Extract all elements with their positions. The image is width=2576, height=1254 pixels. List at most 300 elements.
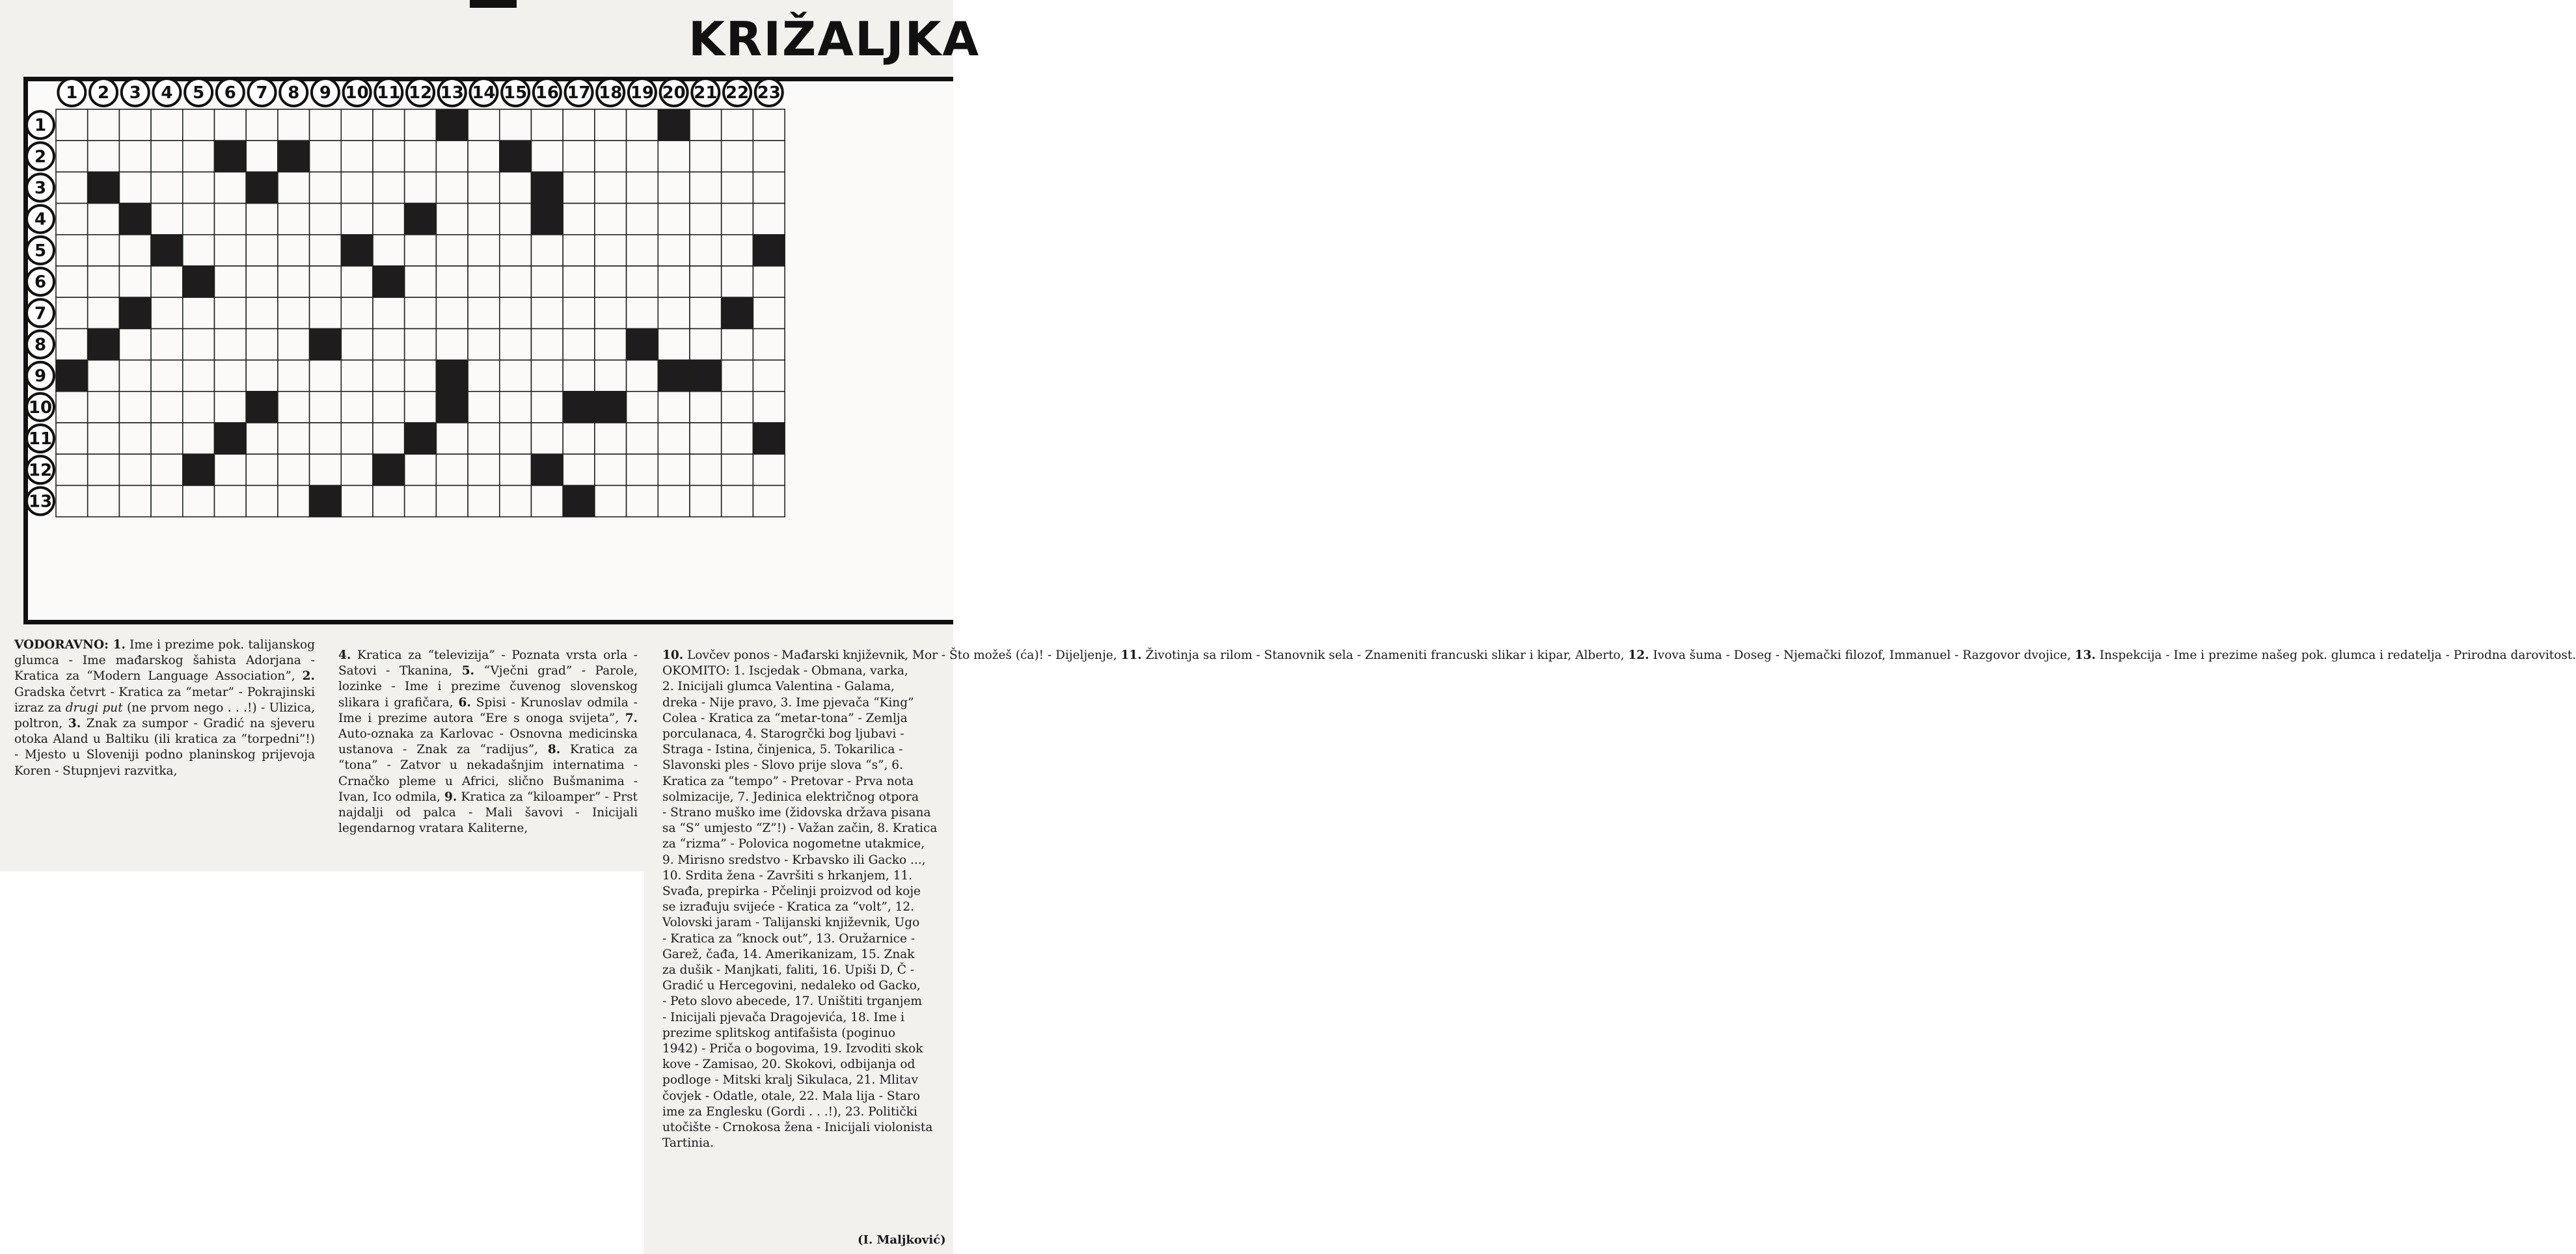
clue-text: “Vječni grad” - Parole, lozinke - Ime i prezime čuvenog slovenskog slikara i grafičara, <box>338 664 638 710</box>
crossword-cell[interactable] <box>532 235 563 266</box>
crossword-cell[interactable] <box>341 297 373 328</box>
crossword-cell[interactable] <box>722 235 753 266</box>
row-number-label: 13 <box>28 492 53 512</box>
crossword-cell[interactable] <box>627 360 658 392</box>
crossword-cell[interactable] <box>405 392 437 423</box>
crossword-cell[interactable] <box>56 172 88 203</box>
crossword-cell[interactable] <box>690 297 722 328</box>
crossword-cell[interactable] <box>246 423 278 454</box>
crossword-cell[interactable] <box>278 109 310 140</box>
crossword-cell[interactable] <box>151 297 183 328</box>
clue-number: 4. <box>338 648 351 662</box>
column-number <box>502 79 529 106</box>
crossword-cell[interactable] <box>690 204 722 235</box>
crossword-cell[interactable] <box>658 485 690 516</box>
crossword-cell[interactable] <box>215 360 247 392</box>
crossword-cell[interactable] <box>532 485 563 516</box>
crossword-cell[interactable] <box>246 235 278 266</box>
crossword-cell[interactable] <box>215 172 247 203</box>
crossword-cell[interactable] <box>56 140 88 172</box>
crossword-cell[interactable] <box>151 172 183 203</box>
crossword-cell[interactable] <box>183 140 215 172</box>
crossword-cell[interactable] <box>627 172 658 203</box>
crossword-cell[interactable] <box>119 454 151 485</box>
crossword-cell[interactable] <box>56 392 88 423</box>
crossword-cell[interactable] <box>753 328 785 360</box>
crossword-cell[interactable] <box>278 204 310 235</box>
crossword-cell[interactable] <box>500 297 532 328</box>
crossword-cell[interactable] <box>722 140 753 172</box>
crossword-cell[interactable] <box>310 360 342 392</box>
crossword-cell[interactable] <box>436 140 468 172</box>
vertical-clue-line: za “rizma” - Polovica nogometne utakmice, <box>662 837 925 851</box>
crossword-cell[interactable] <box>563 360 595 392</box>
crossword-grid[interactable] <box>23 77 953 624</box>
crossword-cell[interactable] <box>373 140 405 172</box>
crossword-cell[interactable] <box>532 360 563 392</box>
crossword-cell[interactable] <box>246 109 278 140</box>
crossword-cell[interactable] <box>215 235 247 266</box>
crossword-cell[interactable] <box>310 266 342 297</box>
crossword-cell[interactable] <box>151 423 183 454</box>
crossword-cell[interactable] <box>215 109 247 140</box>
crossword-cell[interactable] <box>405 454 437 485</box>
crossword-cell[interactable] <box>690 328 722 360</box>
crossword-cell[interactable] <box>88 140 120 172</box>
column-number <box>312 79 339 106</box>
column-number <box>249 79 276 106</box>
crossword-cell[interactable] <box>88 204 120 235</box>
crossword-cell[interactable] <box>151 454 183 485</box>
crossword-cell[interactable] <box>56 109 88 140</box>
crossword-cell[interactable] <box>183 485 215 516</box>
crossword-cell[interactable] <box>119 109 151 140</box>
crossword-cell[interactable] <box>595 140 627 172</box>
crossword-cell[interactable] <box>373 485 405 516</box>
crossword-cell[interactable] <box>56 485 88 516</box>
crossword-cell[interactable] <box>658 266 690 297</box>
crossword-cell[interactable] <box>436 172 468 203</box>
crossword-cell[interactable] <box>563 140 595 172</box>
crossword-cell[interactable] <box>500 204 532 235</box>
crossword-cell[interactable] <box>405 109 437 140</box>
crossword-cell[interactable] <box>119 235 151 266</box>
crossword-cell[interactable] <box>500 454 532 485</box>
crossword-cell[interactable] <box>436 423 468 454</box>
crossword-cell[interactable] <box>595 266 627 297</box>
crossword-cell[interactable] <box>88 423 120 454</box>
column-number-label: 23 <box>757 83 781 103</box>
black-cell <box>500 140 532 172</box>
crossword-cell[interactable] <box>88 109 120 140</box>
crossword-cell[interactable] <box>563 266 595 297</box>
crossword-cell[interactable] <box>56 235 88 266</box>
crossword-cell[interactable] <box>436 328 468 360</box>
crossword-cell[interactable] <box>563 172 595 203</box>
crossword-cell[interactable] <box>722 328 753 360</box>
crossword-cell[interactable] <box>341 328 373 360</box>
crossword-cell[interactable] <box>183 204 215 235</box>
crossword-cell[interactable] <box>595 328 627 360</box>
crossword-cell[interactable] <box>532 392 563 423</box>
crossword-cell[interactable] <box>310 140 342 172</box>
crossword-cell[interactable] <box>468 235 500 266</box>
crossword-cell[interactable] <box>151 485 183 516</box>
crossword-cell[interactable] <box>436 297 468 328</box>
crossword-cell[interactable] <box>119 360 151 392</box>
crossword-cell[interactable] <box>405 485 437 516</box>
crossword-cell[interactable] <box>373 204 405 235</box>
crossword-cell[interactable] <box>119 485 151 516</box>
crossword-cell[interactable] <box>563 454 595 485</box>
crossword-cell[interactable] <box>690 172 722 203</box>
crossword-cell[interactable] <box>658 235 690 266</box>
crossword-cell[interactable] <box>690 266 722 297</box>
crossword-cell[interactable] <box>56 266 88 297</box>
crossword-cell[interactable] <box>722 204 753 235</box>
crossword-cell[interactable] <box>215 328 247 360</box>
crossword-cell[interactable] <box>468 485 500 516</box>
crossword-cell[interactable] <box>278 266 310 297</box>
crossword-cell[interactable] <box>595 109 627 140</box>
crossword-cell[interactable] <box>373 328 405 360</box>
crossword-cell[interactable] <box>215 266 247 297</box>
crossword-cell[interactable] <box>405 172 437 203</box>
column-number <box>58 79 85 106</box>
crossword-cell[interactable] <box>563 204 595 235</box>
crossword-cell[interactable] <box>658 454 690 485</box>
crossword-cell[interactable] <box>310 392 342 423</box>
crossword-cell[interactable] <box>468 392 500 423</box>
crossword-cell[interactable] <box>278 485 310 516</box>
crossword-cell[interactable] <box>753 204 785 235</box>
crossword-cell[interactable] <box>246 485 278 516</box>
crossword-cell[interactable] <box>373 423 405 454</box>
crossword-cell[interactable] <box>753 297 785 328</box>
crossword-cell[interactable] <box>595 235 627 266</box>
crossword-cell[interactable] <box>88 297 120 328</box>
crossword-cell[interactable] <box>753 140 785 172</box>
crossword-cell[interactable] <box>500 328 532 360</box>
vertical-clue-line: 2. Inicijali glumca Valentina - Galama, <box>662 680 895 694</box>
column-number-label: 21 <box>694 83 718 103</box>
crossword-cell[interactable] <box>658 392 690 423</box>
crossword-cell[interactable] <box>595 360 627 392</box>
crossword-cell[interactable] <box>468 204 500 235</box>
crossword-cell[interactable] <box>246 328 278 360</box>
crossword-cell[interactable] <box>278 423 310 454</box>
crossword-cell[interactable] <box>341 423 373 454</box>
crossword-cell[interactable] <box>246 297 278 328</box>
crossword-cell[interactable] <box>278 360 310 392</box>
crossword-cell[interactable] <box>753 172 785 203</box>
clue-number: 9. <box>444 790 457 804</box>
crossword-cell[interactable] <box>341 172 373 203</box>
vertical-clue-line: - Peto slovo abecede, 17. Uništiti trganjem <box>662 994 922 1009</box>
crossword-cell[interactable] <box>532 266 563 297</box>
crossword-cell[interactable] <box>119 266 151 297</box>
crossword-cell[interactable] <box>310 423 342 454</box>
crossword-cell[interactable] <box>753 360 785 392</box>
column-number <box>597 79 624 106</box>
crossword-cell[interactable] <box>215 485 247 516</box>
crossword-cell[interactable] <box>500 360 532 392</box>
crossword-cell[interactable] <box>183 423 215 454</box>
crossword-cell[interactable] <box>468 454 500 485</box>
vertical-clue-line: čovjek - Odatle, otale, 22. Mala lija - Staro <box>662 1089 921 1103</box>
crossword-cell[interactable] <box>341 204 373 235</box>
crossword-cell[interactable] <box>183 235 215 266</box>
crossword-cell[interactable] <box>373 297 405 328</box>
crossword-cell[interactable] <box>56 297 88 328</box>
crossword-cell[interactable] <box>500 109 532 140</box>
crossword-cell[interactable] <box>627 454 658 485</box>
crossword-cell[interactable] <box>595 454 627 485</box>
crossword-cell[interactable] <box>246 140 278 172</box>
crossword-cell[interactable] <box>595 204 627 235</box>
crossword-cell[interactable] <box>690 392 722 423</box>
crossword-cell[interactable] <box>119 140 151 172</box>
crossword-cell[interactable] <box>436 204 468 235</box>
crossword-cell[interactable] <box>690 454 722 485</box>
crossword-cell[interactable] <box>658 297 690 328</box>
crossword-cell[interactable] <box>722 454 753 485</box>
crossword-cell[interactable] <box>500 392 532 423</box>
crossword-cell[interactable] <box>500 172 532 203</box>
crossword-cell[interactable] <box>183 109 215 140</box>
crossword-cell[interactable] <box>88 392 120 423</box>
crossword-cell[interactable] <box>56 454 88 485</box>
crossword-cell[interactable] <box>722 485 753 516</box>
crossword-cell[interactable] <box>627 140 658 172</box>
crossword-cell[interactable] <box>500 235 532 266</box>
crossword-cell[interactable] <box>690 423 722 454</box>
crossword-cell[interactable] <box>373 109 405 140</box>
crossword-cell[interactable] <box>310 297 342 328</box>
crossword-cell[interactable] <box>278 454 310 485</box>
crossword-cell[interactable] <box>278 328 310 360</box>
crossword-cell[interactable] <box>500 485 532 516</box>
crossword-cell[interactable] <box>595 172 627 203</box>
crossword-cell[interactable] <box>341 140 373 172</box>
crossword-cell[interactable] <box>563 297 595 328</box>
crossword-cell[interactable] <box>88 266 120 297</box>
crossword-cell[interactable] <box>753 266 785 297</box>
crossword-cell[interactable] <box>595 423 627 454</box>
crossword-cell[interactable] <box>341 266 373 297</box>
crossword-cell[interactable] <box>468 266 500 297</box>
crossword-cell[interactable] <box>341 109 373 140</box>
crossword-cell[interactable] <box>183 297 215 328</box>
crossword-cell[interactable] <box>373 392 405 423</box>
crossword-cell[interactable] <box>627 109 658 140</box>
crossword-cell[interactable] <box>278 172 310 203</box>
column-number-label: 14 <box>472 83 496 103</box>
row-number-label: 12 <box>28 460 53 481</box>
vertical-clue-line: OKOMITO: 1. Iscjedak - Obmana, varka, <box>662 664 908 678</box>
crossword-cell[interactable] <box>373 360 405 392</box>
crossword-cell[interactable] <box>563 328 595 360</box>
column-number-label: 3 <box>129 83 141 103</box>
crossword-cell[interactable] <box>215 297 247 328</box>
crossword-cell[interactable] <box>151 328 183 360</box>
black-cell <box>310 485 342 516</box>
crossword-cell[interactable] <box>310 172 342 203</box>
vertical-clue-line: Garež, čađa, 14. Amerikanizam, 15. Znak <box>662 947 915 961</box>
crossword-cell[interactable] <box>563 235 595 266</box>
crossword-cell[interactable] <box>468 423 500 454</box>
crossword-cell[interactable] <box>341 454 373 485</box>
crossword-cell[interactable] <box>722 360 753 392</box>
clue-text: (ne prvom nego . . .!) - Ulizica, poltron, <box>14 700 315 731</box>
crossword-cell[interactable] <box>627 423 658 454</box>
crossword-cell[interactable] <box>595 297 627 328</box>
crossword-cell[interactable] <box>88 360 120 392</box>
crossword-cell[interactable] <box>88 485 120 516</box>
crossword-cell[interactable] <box>500 266 532 297</box>
crossword-cell[interactable] <box>627 392 658 423</box>
crossword-cell[interactable] <box>310 454 342 485</box>
crossword-cell[interactable] <box>246 204 278 235</box>
crossword-cell[interactable] <box>532 297 563 328</box>
crossword-cell[interactable] <box>215 454 247 485</box>
crossword-cell[interactable] <box>246 360 278 392</box>
crossword-cell[interactable] <box>436 454 468 485</box>
crossword-cell[interactable] <box>183 172 215 203</box>
crossword-cell[interactable] <box>532 328 563 360</box>
crossword-cell[interactable] <box>151 109 183 140</box>
crossword-cell[interactable] <box>722 423 753 454</box>
crossword-cell[interactable] <box>690 140 722 172</box>
crossword-cell[interactable] <box>119 328 151 360</box>
crossword-cell[interactable] <box>532 140 563 172</box>
crossword-cell[interactable] <box>215 204 247 235</box>
crossword-cell[interactable] <box>627 235 658 266</box>
crossword-cell[interactable] <box>119 172 151 203</box>
crossword-cell[interactable] <box>246 454 278 485</box>
crossword-cell[interactable] <box>405 140 437 172</box>
crossword-cell[interactable] <box>119 392 151 423</box>
crossword-cell[interactable] <box>690 235 722 266</box>
crossword-cell[interactable] <box>405 328 437 360</box>
crossword-cell[interactable] <box>468 328 500 360</box>
crossword-cell[interactable] <box>215 392 247 423</box>
crossword-cell[interactable] <box>56 204 88 235</box>
crossword-cell[interactable] <box>405 360 437 392</box>
crossword-cell[interactable] <box>690 109 722 140</box>
crossword-cell[interactable] <box>753 392 785 423</box>
crossword-cell[interactable] <box>658 172 690 203</box>
crossword-cell[interactable] <box>341 360 373 392</box>
crossword-cell[interactable] <box>722 172 753 203</box>
crossword-cell[interactable] <box>56 328 88 360</box>
crossword-cell[interactable] <box>310 235 342 266</box>
crossword-cell[interactable] <box>183 328 215 360</box>
row-number <box>27 488 54 515</box>
crossword-cell[interactable] <box>405 235 437 266</box>
crossword-cell[interactable] <box>119 423 151 454</box>
header-rule <box>470 0 517 8</box>
crossword-cell[interactable] <box>373 235 405 266</box>
crossword-cell[interactable] <box>722 109 753 140</box>
crossword-cell[interactable] <box>532 423 563 454</box>
crossword-cell[interactable] <box>88 454 120 485</box>
crossword-cell[interactable] <box>436 235 468 266</box>
crossword-cell[interactable] <box>341 485 373 516</box>
crossword-cell[interactable] <box>278 235 310 266</box>
crossword-cell[interactable] <box>278 392 310 423</box>
crossword-cell[interactable] <box>500 423 532 454</box>
crossword-cell[interactable] <box>310 204 342 235</box>
crossword-cell[interactable] <box>151 360 183 392</box>
black-cell <box>436 109 468 140</box>
crossword-cell[interactable] <box>658 204 690 235</box>
crossword-cell[interactable] <box>753 109 785 140</box>
column-number <box>153 79 180 106</box>
column-number <box>217 79 244 106</box>
crossword-cell[interactable] <box>722 392 753 423</box>
crossword-cell[interactable] <box>563 423 595 454</box>
crossword-cell[interactable] <box>595 485 627 516</box>
crossword-cell[interactable] <box>373 172 405 203</box>
black-cell <box>151 235 183 266</box>
crossword-cell[interactable] <box>468 172 500 203</box>
crossword-cell[interactable] <box>468 297 500 328</box>
crossword-cell[interactable] <box>183 392 215 423</box>
crossword-cell[interactable] <box>563 109 595 140</box>
crossword-cell[interactable] <box>753 485 785 516</box>
crossword-cell[interactable] <box>183 360 215 392</box>
crossword-cell[interactable] <box>690 485 722 516</box>
row-number <box>27 394 54 421</box>
column-number-label: 15 <box>504 83 528 103</box>
crossword-cell[interactable] <box>151 204 183 235</box>
crossword-cell[interactable] <box>627 297 658 328</box>
crossword-cell[interactable] <box>436 485 468 516</box>
crossword-cell[interactable] <box>405 297 437 328</box>
crossword-cell[interactable] <box>56 423 88 454</box>
crossword-cell[interactable] <box>627 204 658 235</box>
crossword-cell[interactable] <box>151 392 183 423</box>
crossword-cell[interactable] <box>278 297 310 328</box>
column-number <box>534 79 561 106</box>
crossword-cell[interactable] <box>151 266 183 297</box>
clue-text: Kratica za “kiloamper” - Prst najdalji od palca - Mali šavovi - Inicijali legendarnog vratara Kaliterne, <box>338 790 638 836</box>
crossword-cell[interactable] <box>532 109 563 140</box>
crossword-cell[interactable] <box>627 266 658 297</box>
crossword-cell[interactable] <box>722 266 753 297</box>
crossword-cell[interactable] <box>753 454 785 485</box>
blank-cutout-area <box>0 872 644 1254</box>
crossword-cell[interactable] <box>341 392 373 423</box>
crossword-cell[interactable] <box>658 423 690 454</box>
crossword-cell[interactable] <box>436 266 468 297</box>
crossword-cell[interactable] <box>658 328 690 360</box>
crossword-cell[interactable] <box>468 140 500 172</box>
crossword-cell[interactable] <box>468 109 500 140</box>
crossword-cell[interactable] <box>88 235 120 266</box>
crossword-cell[interactable] <box>468 360 500 392</box>
column-number-label: 13 <box>440 83 464 103</box>
crossword-cell[interactable] <box>246 266 278 297</box>
crossword-cell[interactable] <box>627 485 658 516</box>
crossword-cell[interactable] <box>151 140 183 172</box>
crossword-cell[interactable] <box>405 266 437 297</box>
clues-column-3 <box>662 648 2576 1152</box>
black-cell <box>88 172 120 203</box>
crossword-cell[interactable] <box>310 109 342 140</box>
crossword-cell[interactable] <box>658 140 690 172</box>
